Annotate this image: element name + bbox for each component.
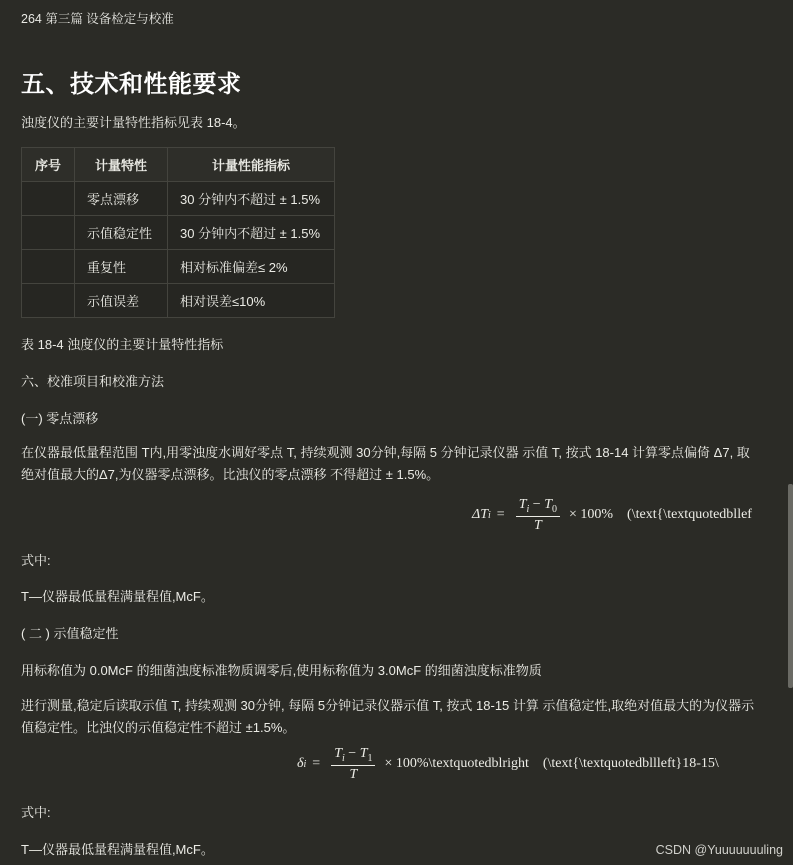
- formula1-numerator: $T_i - T_0$: [516, 497, 560, 517]
- cell-spec: 30 分钟内不超过 ± 1.5%: [168, 182, 335, 216]
- cell-no: [22, 250, 75, 284]
- formula1-denominator: T: [533, 517, 542, 533]
- formula1-eq: =: [496, 507, 505, 523]
- cell-no: [22, 182, 75, 216]
- cell-item: 重复性: [75, 250, 168, 284]
- table-header-row: [22, 148, 335, 182]
- table-row: [22, 216, 335, 250]
- formula1-rest: × 100%: [568, 507, 614, 523]
- cell-item: 示值误差: [75, 284, 168, 318]
- formula2-lhs-sub: i: [303, 758, 307, 770]
- subsection-zero-drift-title: (一) 零点漂移: [21, 411, 99, 426]
- where-label-2: 式中:: [21, 805, 51, 820]
- cell-spec: 30 分钟内不超过 ± 1.5%: [168, 216, 335, 250]
- cell-no: [22, 284, 75, 318]
- zero-drift-paragraph: 在仪器最低量程范围 T内,用零浊度水调好零点 T, 持续观测 30分钟,每隔 5 分钟记录仪器 示值 T, 按式 18-14 计算零点偏倚 Δ7, 取绝对值最大的Δ7,为仪器零点漂移。比浊仪的零点漂移 不得超过 ± 1.5%。: [21, 445, 750, 482]
- formula1-fraction: [516, 497, 560, 534]
- cell-item: 零点漂移: [75, 182, 168, 216]
- table-row: [22, 182, 335, 216]
- formula1-lhs-sub: i: [488, 509, 491, 521]
- col-header-no: 序号: [22, 148, 75, 182]
- formula2-lhs: δ: [297, 756, 304, 772]
- page-header: 264 第三篇 设备检定与校准: [21, 12, 174, 26]
- formula2-rest: × 100%\textquotedblright: [384, 756, 529, 772]
- cell-item: 示值稳定性: [75, 216, 168, 250]
- definition-1: T—仪器最低量程满量程值,McF。: [21, 589, 214, 604]
- subsection-stability-title: ( 二 ) 示值稳定性: [21, 626, 119, 641]
- where-label-1: 式中:: [21, 553, 51, 568]
- intro-text: 浊度仪的主要计量特性指标见表 18-4。: [21, 115, 246, 130]
- formula-stability: [297, 746, 719, 783]
- table-row: [22, 284, 335, 318]
- table-caption: 表 18-4 浊度仪的主要计量特性指标: [21, 337, 224, 352]
- section-title: 五、技术和性能要求: [21, 71, 242, 98]
- spec-table: [21, 147, 335, 318]
- stability-paragraph-1: 用标称值为 0.0McF 的细菌浊度标准物质调零后,使用标称值为 3.0McF 的细菌浊度标准物质: [21, 663, 542, 678]
- cell-no: [22, 216, 75, 250]
- formula1-raw: (\text{\textquotedbllef: [627, 507, 752, 523]
- vertical-scrollbar[interactable]: [788, 484, 793, 688]
- definition-2: T—仪器最低量程满量程值,McF。: [21, 842, 214, 857]
- formula2-fraction: [331, 746, 375, 783]
- col-header-item: 计量特性: [75, 148, 168, 182]
- section6-title: 六、校准项目和校准方法: [21, 374, 165, 389]
- formula2-numerator: $T_i - T_1$: [331, 746, 375, 766]
- formula2-denominator: T: [349, 766, 358, 782]
- formula2-raw: (\text{\textquotedbllleft}18-15\: [542, 756, 719, 772]
- formula1-lhs: ΔT: [472, 507, 489, 523]
- cell-spec: 相对误差≤10%: [168, 284, 335, 318]
- stability-paragraph-2: 进行测量,稳定后读取示值 T, 持续观测 30分钟, 每隔 5分钟记录仪器示值 T, 按式 18-15 计算 示值稳定性,取绝对值最大的为仪器示值稳定性。比浊仪的示值稳定性不超过 ±1.5%。: [21, 698, 755, 735]
- table-row: [22, 250, 335, 284]
- formula2-eq: =: [312, 756, 321, 772]
- cell-spec: 相对标准偏差≤ 2%: [168, 250, 335, 284]
- formula-zero-drift: [472, 497, 752, 534]
- col-header-spec: 计量性能指标: [168, 148, 335, 182]
- watermark: CSDN @Yuuuuuuuling: [655, 843, 783, 857]
